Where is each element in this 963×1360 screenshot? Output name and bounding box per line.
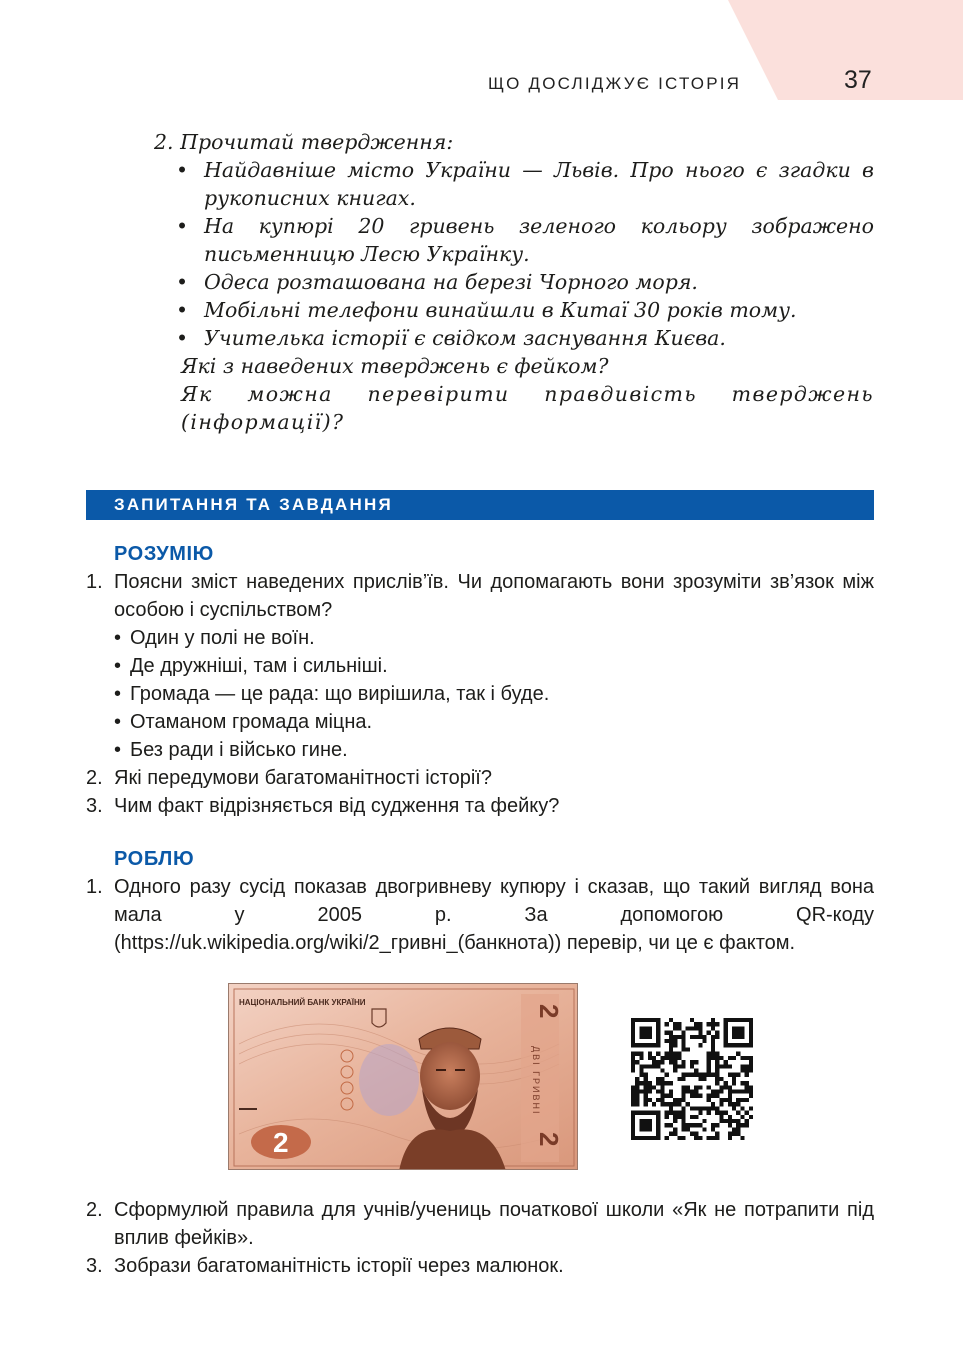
list-item: [86, 792, 874, 820]
proverb-list: [114, 624, 874, 764]
do-section: [86, 845, 874, 957]
list-item: [86, 1196, 874, 1252]
item-number: 1.: [86, 876, 103, 898]
qr-code-icon[interactable]: [630, 1018, 754, 1140]
understand-heading: РОЗУМІЮ: [114, 543, 214, 565]
item-text: Які передумови багатоманітності історії?: [114, 767, 492, 789]
do-list-continued: [86, 1196, 874, 1280]
task-lead: 2. Прочитай твердження:: [154, 130, 454, 154]
proverb-item: • Один у полі не воїн.: [114, 624, 874, 652]
proverb-item: • Без ради і військо гине.: [114, 736, 874, 764]
item-text: Чим факт відрізняється від судження та фейку?: [114, 795, 560, 817]
list-item: [86, 873, 874, 957]
item-number: 2.: [86, 767, 103, 789]
task-question-fake: Які з наведених тверджень є фейком?: [181, 354, 609, 378]
task-block: [154, 128, 874, 436]
banknote-corner-value: 2: [534, 1132, 564, 1147]
statement-item: • Мобільні телефони винайшли в Китаї 30 років тому.: [176, 296, 874, 324]
do-list: [86, 873, 874, 957]
item-text: Одного разу сусід показав двогривневу купюру і сказав, що такий вигляд вона мала у 2005 р. За допомогою QR-коду (https://uk.wikipedia.org/wiki/2_гривні_(банкнота)) перевір, чи це є фактом.: [114, 876, 874, 954]
statement-item: • На купюрі 20 гривень зеленого кольору зображено письменницю Лесю Українку.: [176, 212, 874, 268]
proverb-item: • Де дружніші, там і сильніші.: [114, 652, 874, 680]
understand-list: [86, 568, 874, 820]
statement-item: • Учителька історії є свідком заснування Києва.: [176, 324, 874, 352]
item-number: 1.: [86, 571, 103, 593]
banknote-illustration: [229, 984, 578, 1170]
banknote-corner-value: 2: [534, 1004, 564, 1019]
questions-banner: ЗАПИТАННЯ ТА ЗАВДАННЯ: [86, 490, 874, 520]
statement-item: • Одеса розташована на березі Чорного моря.: [176, 268, 874, 296]
do-section-continued: [86, 1196, 874, 1280]
item-text: Поясни зміст наведених прислів’їв. Чи допомагають вони зрозуміти зв’язок між особою і суспільством?: [114, 571, 874, 621]
item-number: 3.: [86, 1255, 103, 1277]
understand-section: [86, 540, 874, 820]
statement-list: [154, 156, 874, 352]
proverb-item: • Громада — це рада: що вирішила, так і буде.: [114, 680, 874, 708]
banknote-bank-name: НАЦІОНАЛЬНИЙ БАНК УКРАЇНИ: [239, 998, 366, 1007]
item-text: Сформулюй правила для учнів/учениць початкової школи «Як не потрапити під вплив фейків».: [114, 1199, 874, 1249]
proverb-item: • Отаманом громада міцна.: [114, 708, 874, 736]
item-number: 3.: [86, 795, 103, 817]
banknote-vertical-text: ДВІ ГРИВНІ: [531, 1046, 541, 1116]
banknote-main-value: 2: [273, 1127, 289, 1158]
task-question-verify: Як можна перевірити правдивість тверджень (інформації)?: [181, 382, 874, 434]
item-text: Зобрази багатоманітність історії через малюнок.: [114, 1255, 564, 1277]
running-head: ЩО ДОСЛІДЖУЄ ІСТОРІЯ: [488, 74, 742, 93]
list-item: [86, 568, 874, 764]
page-corner-accent: [0, 0, 963, 110]
item-number: 2.: [86, 1199, 103, 1221]
statement-item: • Найдавніше місто України — Львів. Про нього є згадки в рукописних книгах.: [176, 156, 874, 212]
list-item: [86, 764, 874, 792]
page-number: 37: [844, 66, 872, 94]
list-item: [86, 1252, 874, 1280]
do-heading: РОБЛЮ: [114, 848, 195, 870]
banknote-image: [228, 983, 578, 1170]
